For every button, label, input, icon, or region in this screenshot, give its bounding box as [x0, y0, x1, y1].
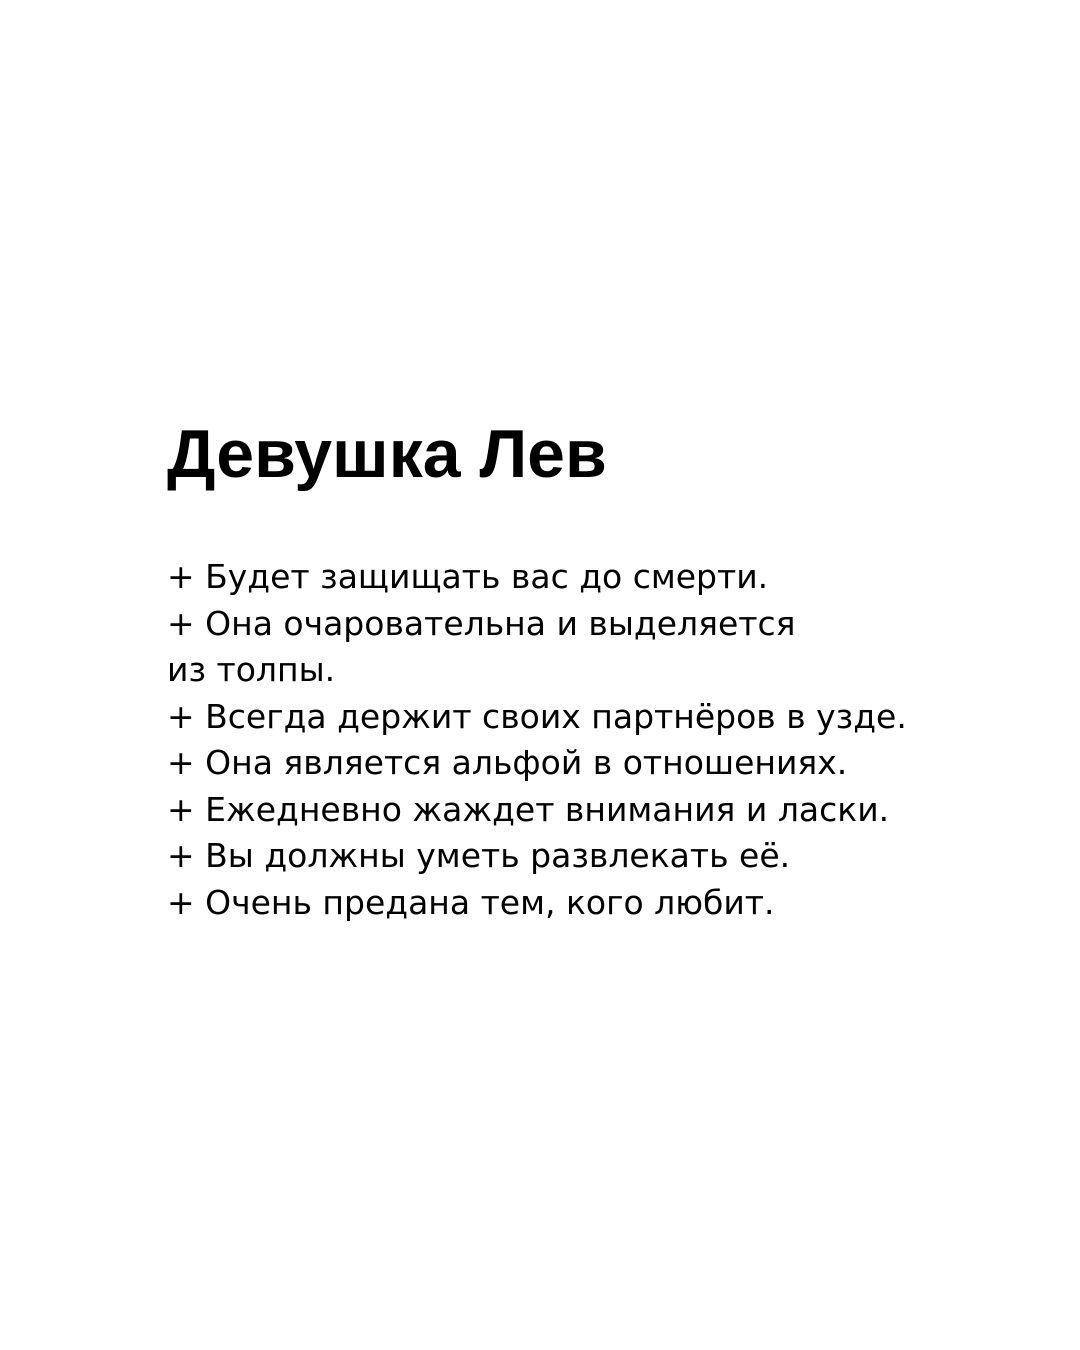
- list-item: [167, 601, 1027, 694]
- page-title: Девушка Лев: [167, 416, 607, 492]
- list-item: [167, 880, 1027, 927]
- list-item-continuation: из толпы.: [167, 650, 336, 689]
- list-item: [167, 740, 1027, 787]
- list-item: [167, 787, 1027, 834]
- traits-list: [167, 554, 1027, 926]
- list-item-text: + Ежедневно жаждет внимания и ласки.: [167, 789, 890, 829]
- list-item-text: + Она является альфой в отношениях.: [167, 743, 848, 782]
- list-item-text: + Будет защищать вас до смерти.: [167, 557, 769, 596]
- list-item-text: + Она очаровательна и выделяется: [167, 603, 796, 643]
- list-item: [167, 694, 1027, 741]
- list-item: [167, 833, 1027, 880]
- post-content: [167, 418, 1027, 926]
- list-item-text: + Всегда держит своих партнёров в узде.: [167, 696, 907, 736]
- list-item-text: + Очень предана тем, кого любит.: [167, 882, 775, 922]
- list-item-text: + Вы должны уметь развлекать её.: [167, 836, 791, 875]
- list-item: [167, 554, 1027, 601]
